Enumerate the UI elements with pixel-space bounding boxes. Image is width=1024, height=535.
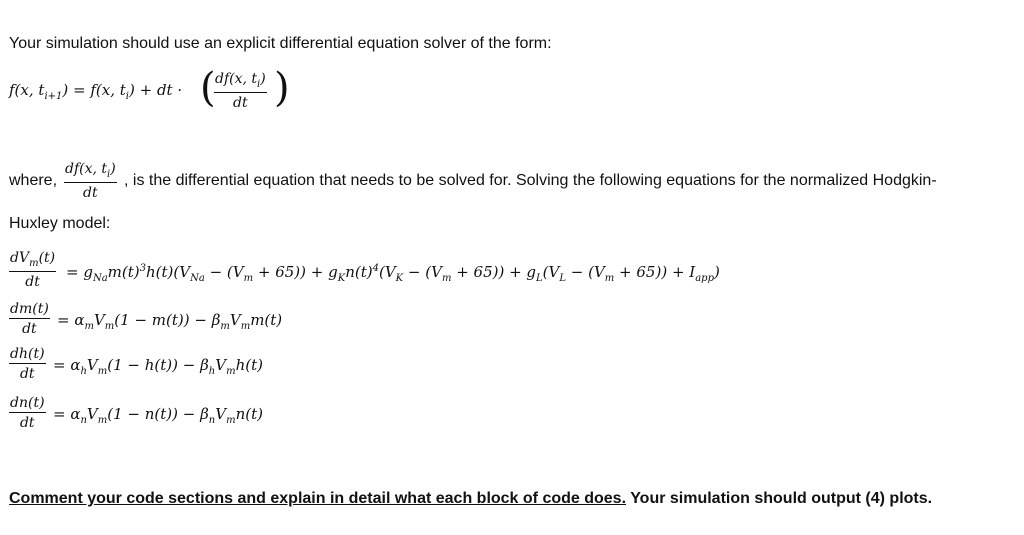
where-label: where, [9,172,58,189]
where-text-continued: Huxley model: [9,215,111,232]
where-fraction: $\frac{df(x, t_i)}{dt}$ [65,161,116,201]
intro-text: Your simulation should use an explicit differential equation solver of the form: [9,35,552,52]
footer-instructions [9,490,932,508]
footer-rest-text: Your simulation should output (4) plots. [626,490,933,507]
n-fraction: $\frac{dn(t)}{dt}$ [10,395,45,431]
close-paren: ) [274,65,290,111]
where-text: , is the differential equation that needs to be solved for. Solving the following equations for the normalized Hodgkin- [124,172,937,189]
m-equation-rhs: = $\alpha_mV_m(1 - m(t)) - \beta_mV_mm(t)$ [57,311,283,332]
h-fraction: $\frac{dh(t)}{dt}$ [10,346,45,382]
vm-fraction: $dV_m(t)$ dt [10,250,56,290]
h-equation-rhs: = $\alpha_hV_m(1 - h(t)) - \beta_hV_mh(t)$ [53,356,263,377]
solver-equation-lhs: f(x, $t_{i+1}) = f(x$, $t_i$) + dt · [9,81,183,102]
m-fraction: $\frac{dm(t)}{dt}$ [10,301,49,337]
footer-underlined-text: Comment your code sections and explain in detail what each block of code does. [9,490,627,507]
solver-fraction: $\frac{df(x, t_i)}{dt}$ [215,71,266,111]
n-equation-rhs: = $\alpha_nV_m(1 - n(t)) - \beta_nV_mn(t)$ [53,405,263,426]
open-paren: ( [200,65,216,111]
vm-equation-rhs: = $g_{Na}m(t)^3h(t)(V_{Na} - (V_m + 65)) + g_Kn(t)^4(V_K - (V_m + 65)) + g_L(V_L - (V_m + 65)) + I_{app}$) [66,263,720,284]
